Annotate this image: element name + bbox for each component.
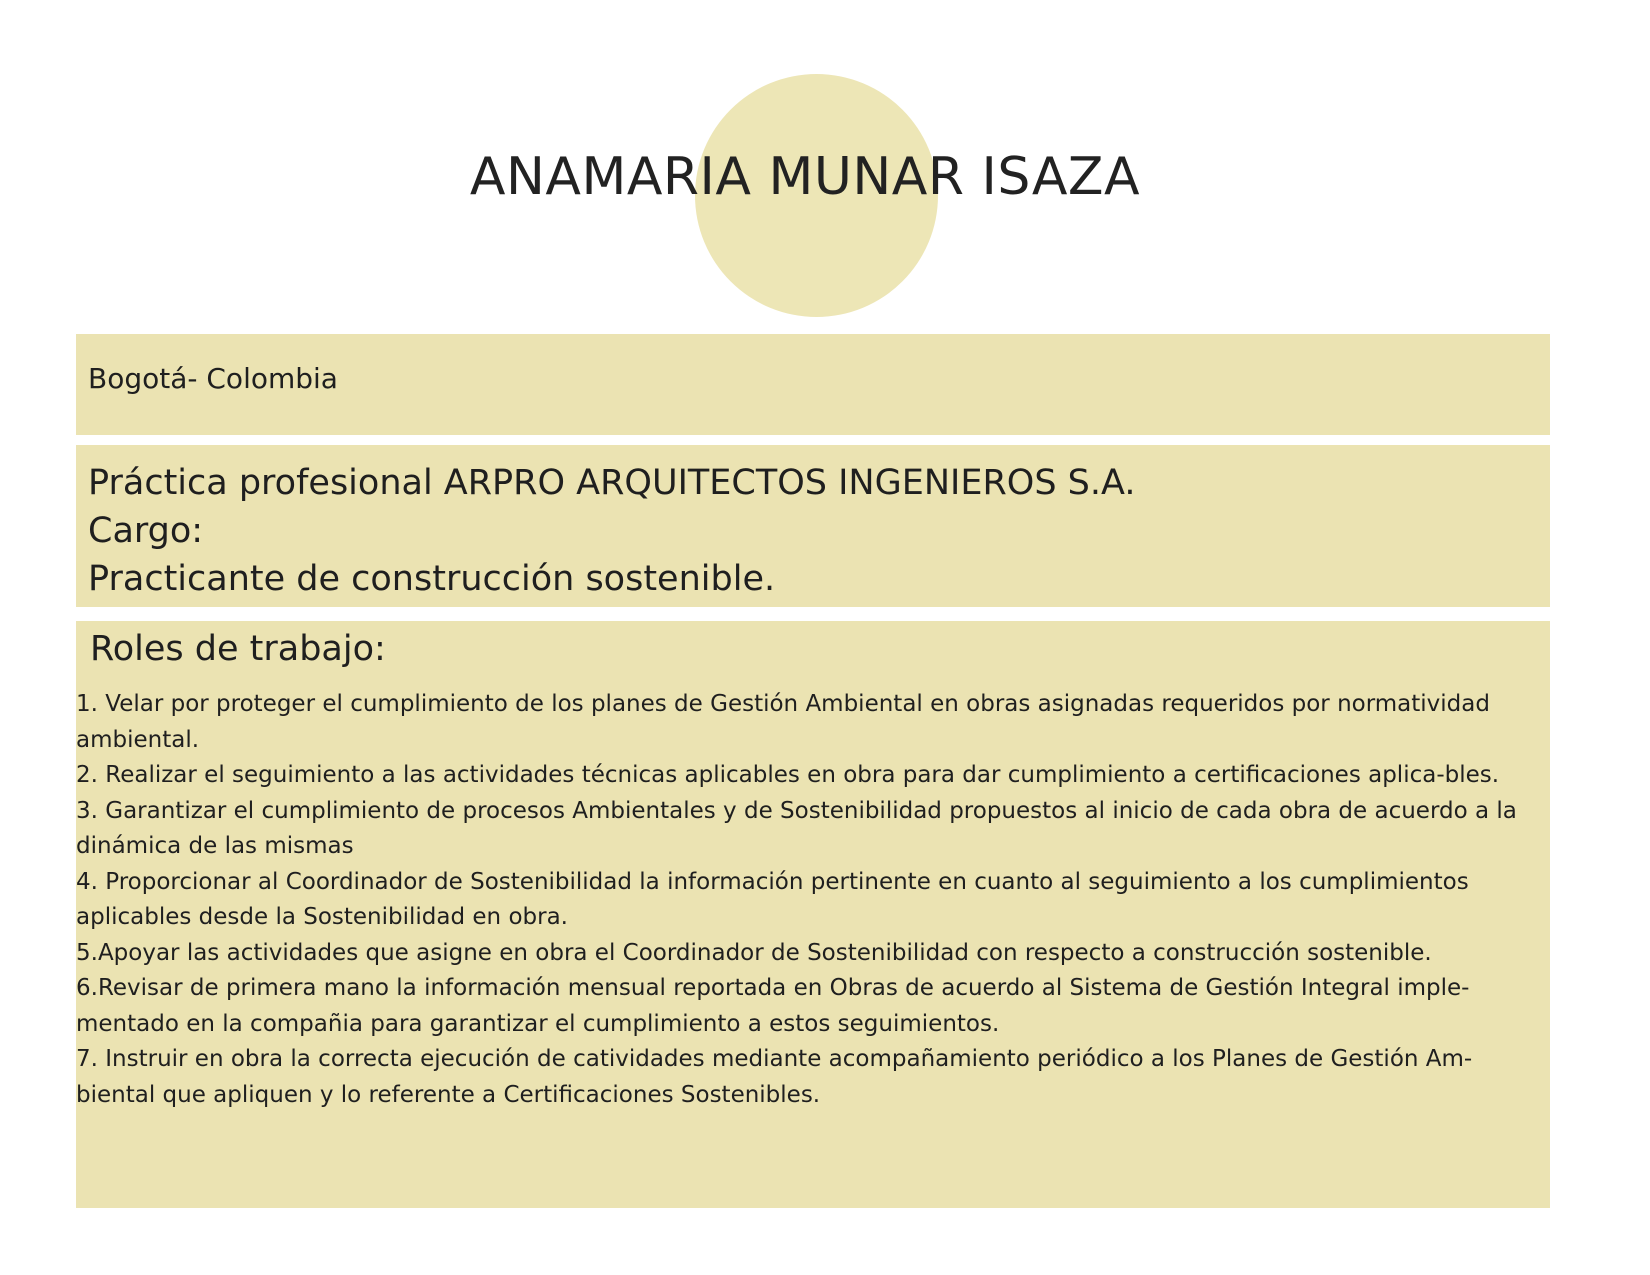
role-item: 3. Garantizar el cumplimiento de procesos Ambientales y de Sostenibilidad propuestos al inicio de cada obra de acuerdo a la dinámica de las mismas bbox=[76, 797, 1517, 859]
practice-position: Practicante de construcción sostenible. bbox=[88, 559, 776, 599]
role-item: 7. Instruir en obra la correcta ejecución de catividades mediante acompañamiento periódico a los Planes de Gestión Am-biental que apliquen y lo referente a Certificaciones Sostenibles. bbox=[76, 1046, 1473, 1108]
practice-company: Práctica profesional ARPRO ARQUITECTOS INGENIEROS S.A. bbox=[88, 463, 1136, 503]
roles-panel bbox=[76, 621, 1550, 1208]
location-panel bbox=[76, 334, 1550, 435]
role-item: 4. Proporcionar al Coordinador de Sostenibilidad la información pertinente en cuanto al seguimiento a los cumplimientos aplicables desde la Sostenibilidad en obra. bbox=[76, 868, 1469, 930]
role-item: 2. Realizar el seguimiento a las actividades técnicas aplicables en obra para dar cumplimiento a certificaciones aplica-bles. bbox=[76, 762, 1500, 788]
roles-list bbox=[76, 687, 1546, 1113]
role-item: 1. Velar por proteger el cumplimiento de los planes de Gestión Ambiental en obras asignadas requeridos por normatividad ambiental. bbox=[76, 691, 1490, 753]
practice-panel bbox=[76, 445, 1550, 607]
roles-heading: Roles de trabajo: bbox=[90, 629, 386, 669]
role-item: 5.Apoyar las actividades que asigne en obra el Coordinador de Sostenibilidad con respecto a construcción sostenible. bbox=[76, 939, 1432, 966]
location-text: Bogotá- Colombia bbox=[88, 362, 338, 395]
role-item: 6.Revisar de primera mano la información mensual reportada en Obras de acuerdo al Sistema de Gestión Integral imple-mentado en la compañia para garantizar el cumplimiento a estos seguimientos. bbox=[76, 975, 1470, 1037]
practice-position-label: Cargo: bbox=[88, 511, 204, 551]
page-title: ANAMARIA MUNAR ISAZA bbox=[469, 147, 1141, 207]
